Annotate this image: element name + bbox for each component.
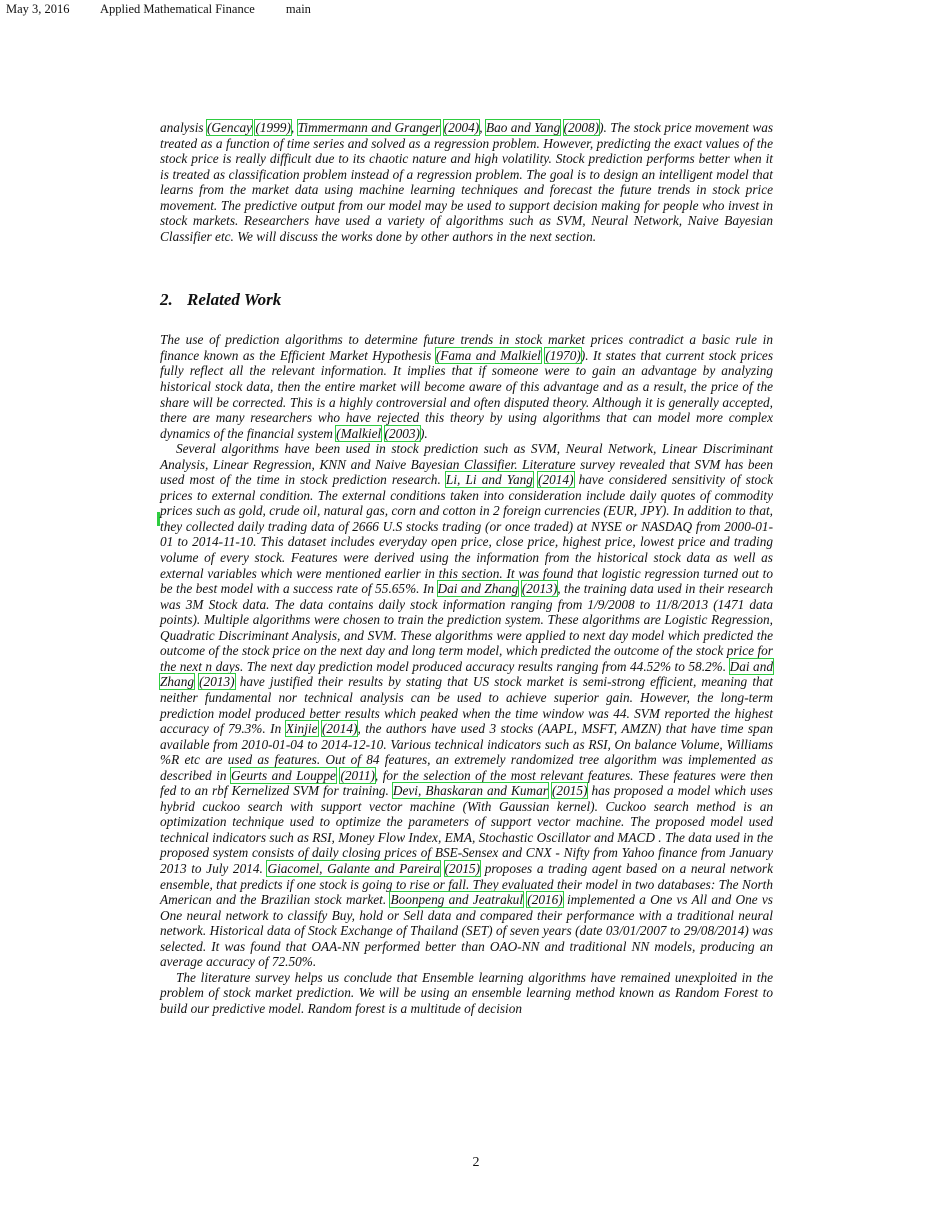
citation-link[interactable]: (2004) bbox=[443, 120, 480, 135]
citation-link[interactable]: (2014) bbox=[321, 721, 358, 737]
citation-link[interactable]: Dai and Zhang bbox=[160, 658, 773, 690]
body-text: ). The stock price movement was treated as a function of time series and solved as a regression problem. However, predicting the exact values of the stock price is really difficult due to its chaotic nature and high volatility. Stock prediction performs better when it is treated as classification problem instead of a regression problem. The goal is to design an intelligent model that learns from the market data using machine learning techniques and forecast the future trends in stock price movement. The predictive output from our model may be used to support decision making for people who invest in stock markets. Researchers have used a variety of algorithms such as SVM, Neural Network, Naive Bayesian Classifier etc. We will discuss the works done by other authors in the next section. bbox=[160, 120, 774, 244]
body-text: The literature survey helps us conclude that Ensemble learning algorithms have remained unexploited in the problem of stock market prediction. We will be using an ensemble learning method known as Random Forest to build our predictive model. Random forest is a multitude of decision bbox=[160, 969, 773, 1016]
body-text: implemented a One vs All and One vs One neural network to classify Buy, hold or Sell data and compared their performance with a traditional neural network. Historical data of Stock Exchange of Thailand (SET) of seven years (date 03/01/2007 to 29/08/2014) was selected. It was found that OAA-NN performed better than OAO-NN and traditional NN models, producing an average accuracy of 72.50%. bbox=[160, 892, 773, 970]
section-heading bbox=[160, 290, 773, 310]
citation-link[interactable]: Geurts and Louppe bbox=[230, 767, 336, 783]
paragraph bbox=[160, 441, 773, 970]
body-text: , bbox=[290, 120, 298, 135]
body-text: have considered sensitivity of stock prices to external condition. The external conditions taken into consideration include daily quotes of commodity prices such as gold, crude oil, natural gas, corn and cotton in 2 foreign currencies (EUR, JPY). In addition to that, they collected daily trading data of 2666 U.S stocks trading (or once traded) at NYSE or NASDAQ from 2000-01-01 to 2014-11-10. This dataset includes everyday open price, close price, highest price, lowest price and trading volume of every stock. Features were derived using the information from the historical stock data as well as external variables which were mentioned earlier in this section. It was found that logistic regression turned out to be the best model with a success rate of 55.65%. In bbox=[160, 472, 773, 597]
citation-link[interactable]: Xinjie bbox=[285, 721, 318, 737]
body-text: have justified their results by stating that US stock market is semi-strong efficient, meaning that neither fundamental nor technical analysis can be used to achieve superior gain. However, the long-term prediction model produced better results which peaked when the time window was 44. SVM reported the highest accuracy of 79.3%. In bbox=[160, 674, 774, 737]
citation-link[interactable]: Timmermann and Granger bbox=[297, 120, 441, 135]
body-text: , the training data used in their research was 3M Stock data. The data contains daily stock information ranging from 1/9/2008 to 11/8/2013 (1471 data points). Multiple algorithms were chosen to train the prediction system. These algorithms are Logistic Regression, Quadratic Discriminant Analysis, and SVM. These algorithms were applied to next day model which predicted the outcome of the stock price on the next day and long term model, which predicted the outcome of the stock price for the next n days. The next day prediction model produced accuracy results ranging from 44.52% to 58.2%. bbox=[160, 581, 773, 674]
body-text: proposes a trading agent based on a neural network ensemble, that predicts if one stock is going to rise or fall. They evaluated their model in two databases: The North American and the Brazilian stock market. bbox=[160, 860, 774, 908]
citation-link[interactable]: (2014) bbox=[538, 472, 574, 488]
citation-link[interactable]: (1970) bbox=[545, 347, 581, 363]
running-header bbox=[6, 2, 339, 17]
citation-link[interactable]: (2015) bbox=[552, 783, 588, 799]
citation-link[interactable]: (2011) bbox=[340, 767, 375, 783]
body-text: The use of prediction algorithms to determine future trends in stock market prices contradict a basic rule in finance known as the Efficient Market Hypothesis bbox=[160, 332, 773, 363]
section-number: 2. bbox=[160, 290, 173, 310]
intro-paragraph bbox=[160, 120, 773, 244]
citation-link[interactable]: Giacomel, Galante and Pareira bbox=[267, 860, 440, 876]
body-text: , the authors have used 3 stocks (AAPL, MSFT, AMZN) that have time span available from 2010-01-04 to 2014-12-10. Various technical indicators such as RSI, On balance Volume, Williams %R etc are used as features. Out of 84 features, an extremely randomized tree algorithm was implemented as described in bbox=[160, 721, 773, 783]
citation-link[interactable]: (2003) bbox=[384, 425, 420, 441]
citation-link[interactable]: Devi, Bhaskaran and Kumar bbox=[392, 783, 548, 799]
body-text: analysis bbox=[160, 120, 207, 135]
citation-link[interactable]: (2008) bbox=[563, 120, 600, 135]
body-text bbox=[440, 861, 445, 876]
section-body bbox=[160, 332, 773, 1016]
page-body bbox=[160, 120, 773, 1016]
header-label: main bbox=[285, 2, 311, 16]
citation-link[interactable]: (2013) bbox=[199, 674, 235, 690]
citation-link[interactable]: (Gencay bbox=[206, 120, 253, 135]
section-title: Related Work bbox=[187, 290, 282, 310]
citation-link[interactable]: (2015) bbox=[444, 860, 481, 876]
citation-link[interactable]: Bao and Yang bbox=[485, 120, 561, 135]
citation-link[interactable]: (2013) bbox=[521, 581, 558, 597]
body-text: ). bbox=[419, 425, 428, 441]
citation-link[interactable]: Dai and Zhang bbox=[437, 581, 519, 597]
body-text: , for the selection of the most relevant features. These features were then fed to an rbf Kernelized SVM for training. bbox=[160, 767, 773, 799]
paragraph bbox=[160, 332, 773, 441]
body-text: , bbox=[479, 120, 486, 135]
body-text: Several algorithms have been used in stock prediction such as SVM, Neural Network, Linear Discriminant Analysis, Linear Regression, KNN and Naive Bayesian Classifier. Literature survey revealed that SVM has been used most of the time in stock prediction research. bbox=[160, 441, 773, 488]
page-number: 2 bbox=[472, 1155, 480, 1170]
citation-link[interactable]: (2016) bbox=[527, 892, 563, 908]
header-date: May 3, 2016 bbox=[6, 2, 70, 16]
header-journal: Applied Mathematical Finance bbox=[99, 2, 255, 16]
citation-link[interactable]: Li, Li and Yang bbox=[445, 472, 533, 488]
paragraph bbox=[160, 970, 773, 1017]
citation-link[interactable]: Boonpeng and Jeatrakul bbox=[390, 892, 524, 908]
citation-link[interactable]: (Fama and Malkiel bbox=[435, 347, 541, 363]
body-text: has proposed a model which uses hybrid cuckoo search with support vector machine (With Gaussian kernel). Cuckoo search method is an optimization technique used to optimize the parameters of support vector machine. The proposed model used technical indicators such as RSI, Money Flow Index, EMA, Stochastic Oscillator and MACD . The data used in the proposed system consists of daily closing prices of BSE-Sensex and CNX - Nifty from Yahoo finance from January 2013 to July 2014. bbox=[160, 783, 773, 876]
citation-link[interactable]: (1999) bbox=[255, 120, 291, 135]
citation-link[interactable]: (Malkiel bbox=[336, 425, 382, 441]
body-text: ). It states that current stock prices fully reflect all the relevant information. It implies that if someone were to gain an advantage by analyzing historical stock data, then the entire market will become aware of this advantage and as a result, the price of the share will be corrected. This is a highly controversial and often disputed theory. Although it is generally accepted, there are many researchers who have rejected this theory by using algorithms that can model more complex dynamics of the financial system bbox=[160, 347, 774, 441]
